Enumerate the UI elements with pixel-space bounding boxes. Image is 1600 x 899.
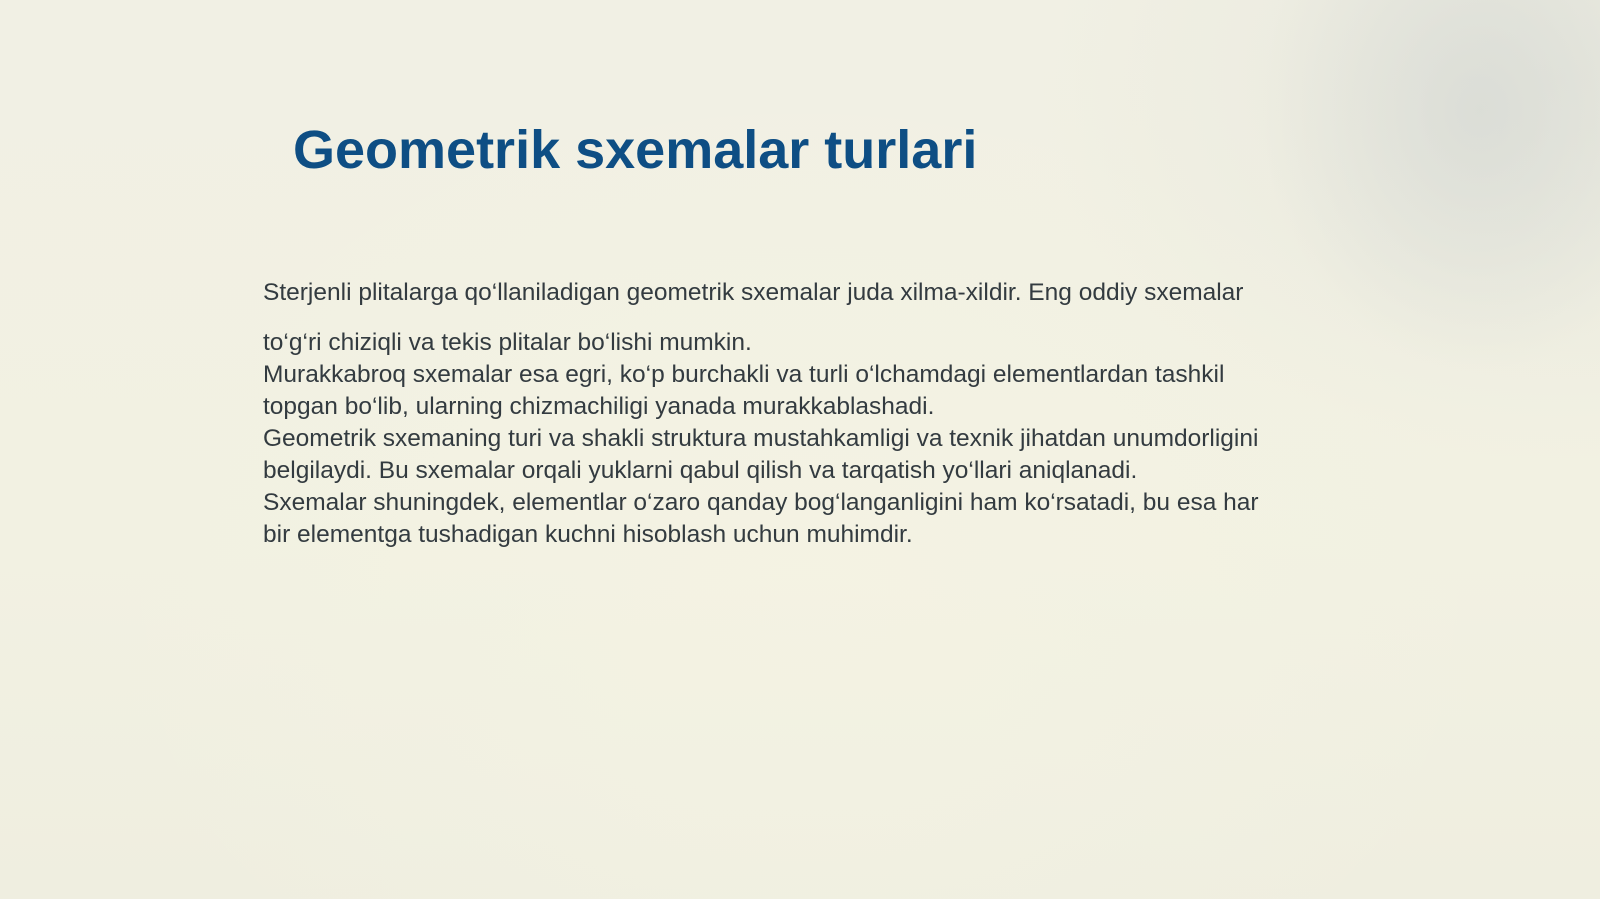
body-line: Sxemalar shuningdek, elementlar o‘zaro qanday bog‘langanligini ham ko‘rsatadi, bu esa har [263,489,1259,516]
body-line: Sterjenli plitalarga qo‘llaniladigan geometrik sxemalar juda xilma-xildir. Eng oddiy sxemalar [263,279,1244,306]
body-line: bir elementga tushadigan kuchni hisoblash uchun muhimdir. [263,521,913,548]
body-line: belgilaydi. Bu sxemalar orqali yuklarni qabul qilish va tarqatish yo‘llari aniqlanadi. [263,457,1138,484]
slide-body [263,277,1363,551]
body-line: topgan bo‘lib, ularning chizmachiligi yanada murakkablashadi. [263,393,935,420]
body-line: Geometrik sxemaning turi va shakli struktura mustahkamligi va texnik jihatdan unumdorligini [263,425,1259,452]
body-line: to‘g‘ri chiziqli va tekis plitalar bo‘lishi mumkin. [263,329,752,356]
body-line: Murakkabroq sxemalar esa egri, ko‘p burchakli va turli o‘lchamdagi elementlardan tashkil [263,361,1225,388]
slide-title: Geometrik sxemalar turlari [293,120,978,180]
